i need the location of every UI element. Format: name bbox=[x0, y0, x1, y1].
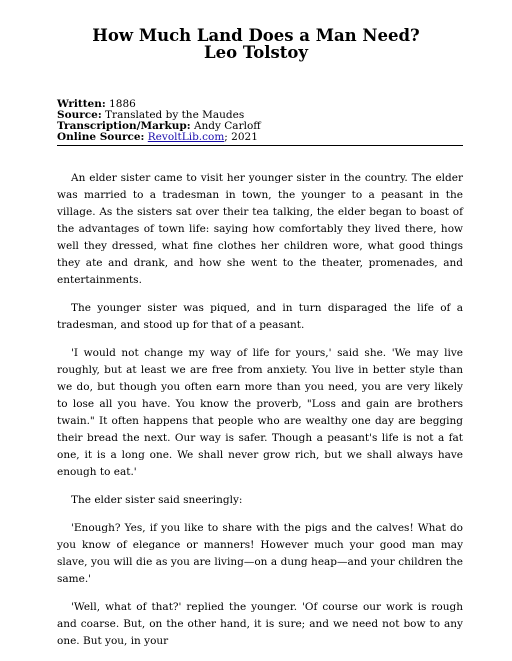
meta-source-label: Source: bbox=[57, 109, 102, 121]
metadata-block bbox=[57, 99, 261, 143]
paragraph: The younger sister was piqued, and in turn disparaged the life of a tradesman, and stood up for that of a peasant. bbox=[57, 302, 463, 331]
meta-markup-label: Transcription/Markup: bbox=[57, 120, 191, 132]
paragraph: An elder sister came to visit her younger sister in the country. The elder was married to a tradesman in town, the younger to a peasant in the village. As the sisters sat over their tea talking, the elder began to boast of the advantages of town life: saying how comfortably they lived there, how well they dressed, what fine clothes her children wore, what good things they ate and drank, and how she went to the theater, promenades, and entertainments. bbox=[57, 172, 463, 286]
paragraph: 'I would not change my way of life for yours,' said she. 'We may live roughly, but at least we are free from anxiety. You live in better style than we do, but though you often earn more than you need, you are very likely to lose all you have. You know the proverb, "Loss and gain are brothers twain." It often happens that people who are wealthy one day are begging their bread the next. Our way is safer. Though a peasant's life is not a fat one, it is a long one. We shall never grow rich, but we shall always have enough to eat.' bbox=[57, 347, 463, 478]
meta-online bbox=[57, 132, 261, 143]
meta-online-year: ; 2021 bbox=[224, 131, 258, 143]
meta-written-value: 1886 bbox=[109, 98, 136, 110]
document-page bbox=[0, 26, 512, 647]
divider bbox=[57, 145, 463, 146]
paragraph: The elder sister said sneeringly: bbox=[71, 494, 243, 506]
meta-written-label: Written: bbox=[57, 98, 106, 110]
paragraph: 'Well, what of that?' replied the younger. 'Of course our work is rough and coarse. But, on the other hand, it is sure; and we need not bow to any one. But you, in your bbox=[57, 601, 463, 647]
meta-online-label: Online Source: bbox=[57, 131, 145, 143]
paragraph: 'Enough? Yes, if you like to share with the pigs and the calves! What do you know of elegance or manners! However much your good man may slave, you will die as you are living—on a dung heap—and your children the same.' bbox=[57, 522, 463, 585]
story-body bbox=[57, 170, 463, 661]
meta-markup-value: Andy Carloff bbox=[193, 120, 261, 132]
meta-source-value: Translated by the Maudes bbox=[105, 109, 245, 121]
document-title bbox=[0, 27, 512, 61]
story-author: Leo Tolstoy bbox=[203, 43, 308, 62]
online-source-link[interactable]: RevoltLib.com bbox=[147, 131, 225, 143]
story-title: How Much Land Does a Man Need? bbox=[92, 26, 420, 45]
